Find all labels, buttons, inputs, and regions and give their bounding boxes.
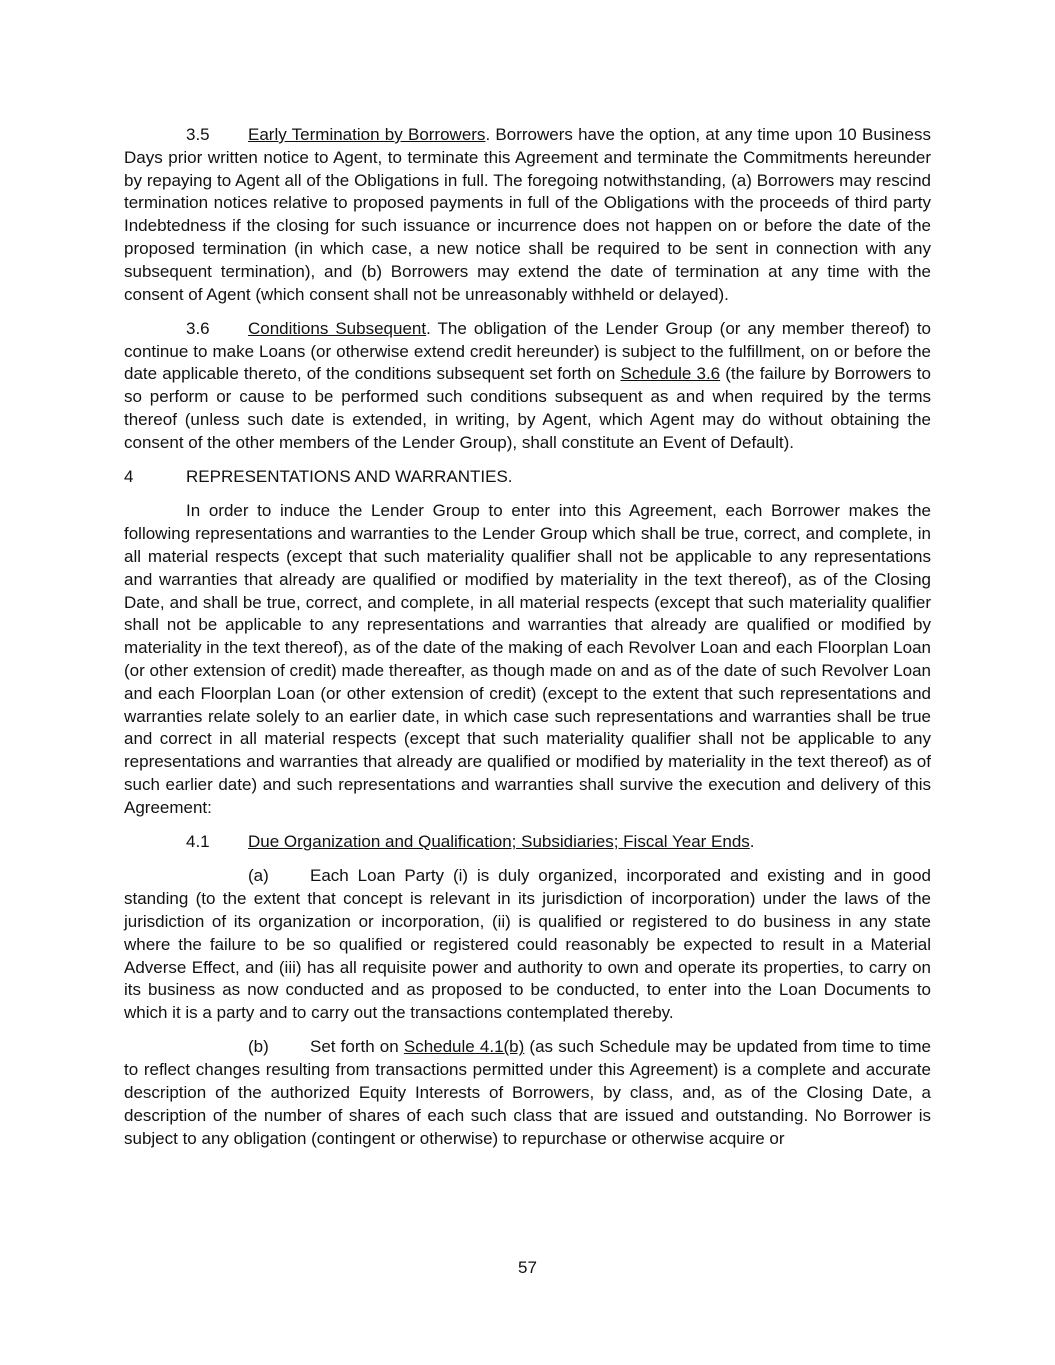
page-number: 57 <box>518 1258 537 1277</box>
section-title: Early Termination by Borrowers <box>248 125 486 144</box>
article-4-heading <box>124 466 931 489</box>
document-page <box>124 124 931 1162</box>
clause-number: (b) <box>248 1037 269 1057</box>
section-3-5 <box>124 124 931 306</box>
clause-body: Set forth on <box>310 1037 404 1057</box>
clause-number: (a) <box>248 866 269 886</box>
section-body: . Borrowers have the option, at any time upon 10 Business Days prior written notice to Agent, to terminate this Agreement and terminate the Commitments hereunder by repaying to Agent all of the Obligations in full. The foregoing notwithstanding, (a) Borrowers may rescind termination notices relative to proposed payments in full of the Obligations with the proceeds of third party Indebtedness if the closing for such issuance or incurrence does not happen on or before the date of the proposed termination (in which case, a new notice shall be required to be sent in connection with any subsequent termination), and (b) Borrowers may extend the date of termination at any time with the consent of Agent (which consent shall not be unreasonably withheld or delayed). <box>124 125 931 304</box>
schedule-reference: Schedule 4.1(b) <box>403 1037 525 1057</box>
article-number: 4 <box>124 467 134 487</box>
section-4-1-b <box>124 1036 931 1150</box>
section-body: (the failure by Borrowers to so perform or cause to be performed such conditions subsequent as and when required by the terms thereof (unless such date is extended, in writing, by Agent, which Agent may do without obtaining the consent of the other members of the Lender Group), shall constitute an Event of Default). <box>124 364 931 452</box>
section-title: Conditions Subsequent <box>248 318 427 338</box>
article-title: REPRESENTATIONS AND WARRANTIES. <box>186 467 513 487</box>
section-3-6 <box>124 318 931 455</box>
section-4-1-a <box>124 865 931 1025</box>
section-number: 3.5 <box>186 125 210 144</box>
schedule-reference: Schedule 3.6 <box>620 364 721 384</box>
section-body: . The obligation of the Lender Group (or any member thereof) to continue to make Loans (or otherwise extend credit hereunder) is subject to the fulfillment, on or before the date applicable thereto, of the conditions subsequent set forth on <box>124 318 931 384</box>
section-number: 3.6 <box>186 318 210 338</box>
article-4-intro: In order to induce the Lender Group to enter into this Agreement, each Borrower makes the following representations and warranties to the Lender Group which shall be true, correct, and complete, in all material respects (except that such materiality qualifier shall not be applicable to any representations and warranties that already are qualified or modified by materiality in the text thereof), as of the Closing Date, and shall be true, correct, and complete, in all material respects (except that such materiality qualifier shall not be applicable to any representations and warranties that already are qualified or modified by materiality in the text thereof), as of the date of the making of each Revolver Loan and each Floorplan Loan (or other extension of credit) made thereafter, as though made on and as of the date of such Revolver Loan and each Floorplan Loan (or other extension of credit) (except to the extent that such representations and warranties relate solely to an earlier date, in which case such representations and warranties shall be true and correct in all material respects (except that such materiality qualifier shall not be applicable to any representations and warranties that already are qualified or modified by materiality in the text thereof) as of such earlier date) and such representations and warranties shall survive the execution and delivery of this Agreement: <box>124 501 931 817</box>
section-number: 4.1 <box>186 832 210 852</box>
clause-body: (as such Schedule may be updated from time to time to reflect changes resulting from transactions permitted under this Agreement) is a complete and accurate description of the authorized Equity Interests of Borrowers, by class, and, as of the Closing Date, a description of the number of shares of each such class that are issued and outstanding. No Borrower is subject to any obligation (contingent or otherwise) to repurchase or otherwise acquire or <box>124 1037 931 1148</box>
section-title-period: . <box>749 832 755 852</box>
section-4-1-heading <box>124 831 931 854</box>
clause-body: Each Loan Party (i) is duly organized, incorporated and existing and in good standing (to the extent that concept is relevant in its jurisdiction of incorporation) under the laws of the jurisdiction of its organization or incorporation, (ii) is qualified or registered to do business in any state where the failure to be so qualified or registered could reasonably be expected to result in a Material Adverse Effect, and (iii) has all requisite power and authority to own and operate its properties, to carry on its business as now conducted and as proposed to be conducted, to enter into the Loan Documents to which it is a party and to carry out the transactions contemplated thereby. <box>124 866 931 1023</box>
section-title: Due Organization and Qualification; Subsidiaries; Fiscal Year Ends <box>248 832 750 852</box>
